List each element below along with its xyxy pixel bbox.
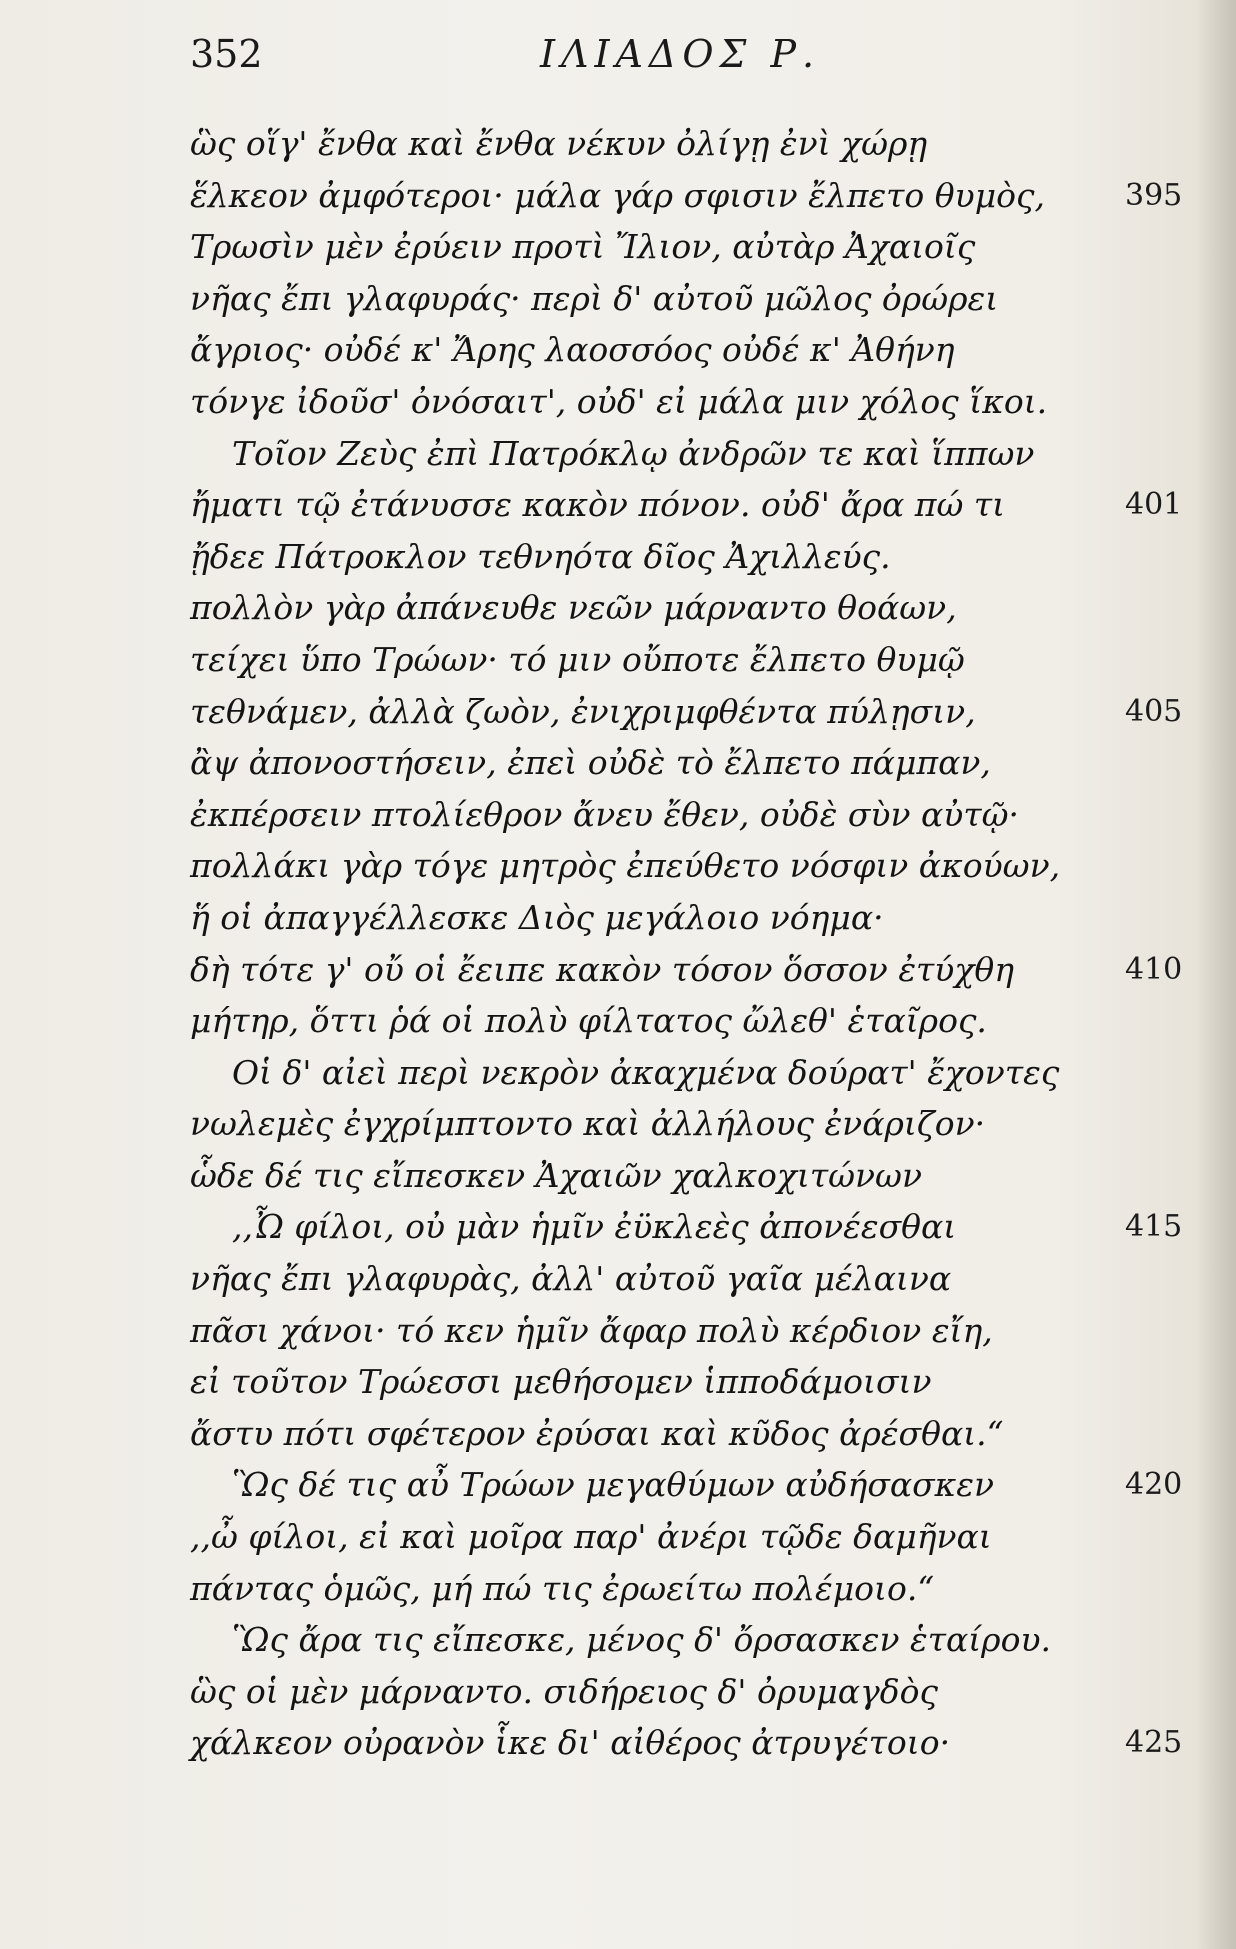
verse-line bbox=[190, 1563, 1190, 1615]
verse-text: ὧδε δέ τις εἴπεσκεν Ἀχαιῶν χαλκοχιτώνων bbox=[190, 1155, 923, 1195]
verse-text: τόνγε ἰδοῦσ' ὀνόσαιτ', οὐδ' εἰ μάλα μιν χόλος ἵκοι. bbox=[190, 381, 1048, 421]
verse-text: Τρωσὶν μὲν ἐρύειν προτὶ Ἴλιον, αὐτὰρ Ἀχαιοῖς bbox=[190, 227, 976, 267]
verse-text: ἕλκεον ἀμφότεροι· μάλα γάρ σφισιν ἔλπετο θυμὸς, bbox=[190, 175, 1046, 215]
verse-line bbox=[190, 531, 1190, 583]
verse-line bbox=[190, 1614, 1190, 1666]
verse-line bbox=[190, 582, 1190, 634]
page-edge-shadow bbox=[1196, 0, 1236, 1949]
verse-line bbox=[190, 995, 1190, 1047]
verse-text: τεθνάμεν, ἀλλὰ ζωὸν, ἐνιχριμφθέντα πύλῃσιν, bbox=[190, 691, 976, 731]
line-number: 401 bbox=[1125, 487, 1183, 523]
line-number: 405 bbox=[1125, 693, 1183, 729]
verse-text: νωλεμὲς ἐγχρίμπτοντο καὶ ἀλλήλους ἐνάριζον· bbox=[190, 1104, 986, 1144]
verse-line bbox=[190, 221, 1190, 273]
verse-text: τείχει ὕπο Τρώων· τό μιν οὔποτε ἔλπετο θυμῷ bbox=[190, 639, 965, 679]
verse-line bbox=[190, 273, 1190, 325]
verse-text: Οἱ δ' αἰεὶ περὶ νεκρὸν ἀκαχμένα δούρατ' ἔχοντες bbox=[232, 1052, 1060, 1092]
verse-line bbox=[190, 634, 1190, 686]
verse-text: ἤματι τῷ ἐτάνυσσε κακὸν πόνον. οὐδ' ἄρα πώ τι bbox=[190, 485, 1006, 525]
line-number: 395 bbox=[1125, 177, 1183, 213]
line-number: 425 bbox=[1125, 1725, 1183, 1761]
verse-line bbox=[190, 428, 1190, 480]
verse-text: πολλὸν γὰρ ἀπάνευθε νεῶν μάρναντο θοάων, bbox=[190, 588, 957, 628]
verse-line bbox=[190, 1666, 1190, 1718]
verse-line bbox=[190, 118, 1190, 170]
verse-line bbox=[190, 1511, 1190, 1563]
line-number: 410 bbox=[1125, 951, 1183, 987]
verse-line bbox=[190, 1253, 1190, 1305]
verse-line bbox=[190, 1408, 1190, 1460]
verse-line bbox=[190, 1150, 1190, 1202]
verse-line bbox=[190, 376, 1190, 428]
verse-line bbox=[190, 1201, 1190, 1253]
verse-line bbox=[190, 170, 1190, 222]
verse-text-block bbox=[190, 118, 1190, 1769]
verse-text: ὣς οἱ μὲν μάρναντο. σιδήρειος δ' ὀρυμαγδὸς bbox=[190, 1671, 938, 1711]
verse-line bbox=[190, 479, 1190, 531]
running-title: ΙΛΙΑΔΟΣ Ρ. bbox=[540, 32, 821, 76]
verse-text: Ὣς δέ τις αὖ Τρώων μεγαθύμων αὐδήσασκεν bbox=[232, 1465, 995, 1505]
verse-text: ,,ὦ φίλοι, εἰ καὶ μοῖρα παρ' ἀνέρι τῷδε δαμῆναι bbox=[190, 1517, 992, 1557]
verse-line bbox=[190, 1098, 1190, 1150]
verse-text: ὣς οἵγ' ἔνθα καὶ ἔνθα νέκυν ὀλίγῃ ἐνὶ χώρῃ bbox=[190, 124, 928, 163]
line-number: 415 bbox=[1125, 1209, 1183, 1245]
verse-text: πᾶσι χάνοι· τό κεν ἡμῖν ἄφαρ πολὺ κέρδιον εἴη, bbox=[190, 1310, 993, 1350]
verse-line bbox=[190, 789, 1190, 841]
verse-text: ἐκπέρσειν πτολίεθρον ἄνευ ἔθεν, οὐδὲ σὺν αὐτῷ· bbox=[190, 794, 1019, 834]
verse-text: μήτηρ, ὅττι ῥά οἱ πολὺ φίλτατος ὤλεθ' ἑταῖρος. bbox=[190, 1001, 987, 1041]
verse-line bbox=[190, 1305, 1190, 1357]
page-header bbox=[190, 26, 990, 86]
line-number: 420 bbox=[1125, 1467, 1183, 1503]
verse-text: ἄγριος· οὐδέ κ' Ἄρης λαοσσόος οὐδέ κ' Ἀθήνη bbox=[190, 330, 955, 370]
verse-line bbox=[190, 944, 1190, 996]
verse-text: ἥ οἱ ἀπαγγέλλεσκε Διὸς μεγάλοιο νόημα· bbox=[190, 897, 884, 937]
verse-text: Ὣς ἄρα τις εἴπεσκε, μένος δ' ὄρσασκεν ἑταίρου. bbox=[232, 1620, 1052, 1660]
verse-text: ἂψ ἀπονοστήσειν, ἐπεὶ οὐδὲ τὸ ἔλπετο πάμπαν, bbox=[190, 743, 991, 783]
verse-line bbox=[190, 840, 1190, 892]
verse-text: εἰ τοῦτον Τρώεσσι μεθήσομεν ἱπποδάμοισιν bbox=[190, 1362, 932, 1402]
verse-text: χάλκεον οὐρανὸν ἷκε δι' αἰθέρος ἀτρυγέτοιο· bbox=[190, 1723, 951, 1763]
verse-line bbox=[190, 686, 1190, 738]
verse-text: πολλάκι γὰρ τόγε μητρὸς ἐπεύθετο νόσφιν ἀκούων, bbox=[190, 846, 1061, 886]
verse-line bbox=[190, 1047, 1190, 1099]
verse-line bbox=[190, 1459, 1190, 1511]
verse-line bbox=[190, 737, 1190, 789]
page-number: 352 bbox=[190, 32, 263, 76]
verse-text: δὴ τότε γ' οὔ οἱ ἔειπε κακὸν τόσον ὅσσον ἐτύχθη bbox=[190, 949, 1015, 989]
verse-line bbox=[190, 324, 1190, 376]
verse-text: ἄστυ πότι σφέτερον ἐρύσαι καὶ κῦδος ἀρέσθαι.“ bbox=[190, 1413, 1004, 1453]
verse-text: νῆας ἔπι γλαφυρὰς, ἀλλ' αὐτοῦ γαῖα μέλαινα bbox=[190, 1259, 952, 1299]
verse-text: ᾔδεε Πάτροκλον τεθνηότα δῖος Ἀχιλλεύς. bbox=[190, 536, 891, 576]
verse-text: ,,Ὦ φίλοι, οὐ μὰν ἡμῖν ἐϋκλεὲς ἀπονέεσθαι bbox=[232, 1207, 957, 1247]
verse-text: Τοῖον Ζεὺς ἐπὶ Πατρόκλῳ ἀνδρῶν τε καὶ ἵππων bbox=[232, 433, 1035, 473]
verse-text: νῆας ἔπι γλαφυράς· περὶ δ' αὐτοῦ μῶλος ὀρώρει bbox=[190, 278, 999, 318]
verse-line bbox=[190, 1356, 1190, 1408]
verse-line bbox=[190, 1717, 1190, 1769]
verse-text: πάντας ὁμῶς, μή πώ τις ἐρωείτω πολέμοιο.“ bbox=[190, 1568, 935, 1608]
verse-line bbox=[190, 892, 1190, 944]
